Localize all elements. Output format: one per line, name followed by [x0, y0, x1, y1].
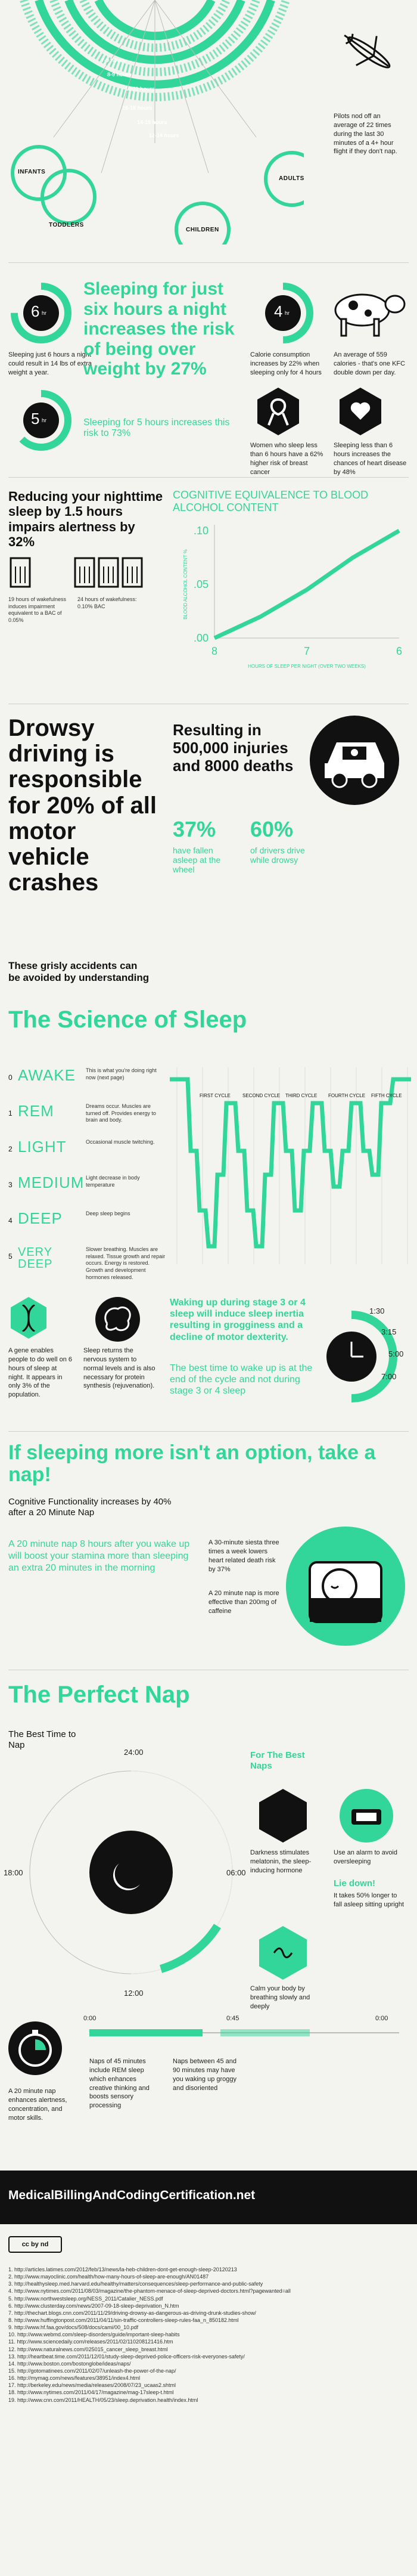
source-link[interactable]: 7. http://thechart.blogs.cnn.com/2011/11/29/driving-drowsy-as-dangerous-as-driving-drunk-studies-show/ [8, 2309, 256, 2316]
divider [8, 1431, 409, 1432]
source-link[interactable]: 13. http://heartbeat.time.com/2011/12/01/study-sleep-deprived-police-officers-risk-everyones-safety/ [8, 2353, 245, 2360]
lie-down-title: Lie down! [334, 1878, 375, 1888]
stat-drowsy-drivers-text: of drivers drive while drowsy [250, 846, 305, 865]
hour-06: 06:00 [226, 1868, 246, 1877]
calorie-green-text: An average of 559 calories - that's one KFC double down per day. [334, 351, 406, 376]
sleep-cycle-line [170, 1079, 411, 1246]
x-axis-label: HOURS OF SLEEP PER NIGHT (OVER TWO WEEKS) [248, 664, 366, 669]
beer-icons [8, 555, 151, 590]
nap-green-text: A 20 minute nap 8 hours after you wake up will boost your stamina more than sleeping an extra 20 minutes in the morning [8, 1539, 190, 1573]
source-link[interactable]: 12. http://www.naturalnews.com/025015_cancer_sleep_breast.html [8, 2346, 168, 2352]
sleep-stage-number: 4 [8, 1216, 13, 1225]
x-tick-label: 7 [303, 645, 310, 657]
cycle-label: FOURTH CYCLE [328, 1093, 366, 1098]
siesta-text: A 30-minute siesta three times a week lowers heart related death risk by 37% [208, 1539, 279, 1573]
darkness-text: Darkness stimulates melatonin, the sleep-inducing hormone [250, 1849, 312, 1874]
drowsy-result: Resulting in 500,000 injuries and 8000 deaths [173, 721, 294, 775]
source-link[interactable]: 5. http://www.northwestsleep.org/NESS_2011/Catalier_NESS.pdf [8, 2295, 163, 2302]
hour-24: 24:00 [124, 1748, 144, 1757]
y-tick-label: .05 [193, 578, 208, 590]
sleep-stage-name: REM [18, 1102, 54, 1120]
sleep-stage-description: Slower breathing. Muscles are relaxed. Tissue growth and repair occurs. Energy is restored. Growth and development hormones released. [86, 1246, 166, 1280]
cycle-label: THIRD CYCLE [285, 1093, 318, 1098]
four-hour-value: 4 [274, 302, 283, 320]
age-label-5: 8-9 hours [107, 72, 132, 78]
cycle-label: SECOND CYCLE [242, 1093, 281, 1098]
sleep-stage-name: AWAKE [18, 1066, 76, 1084]
best-time-title: The Best Time to Nap [8, 1729, 76, 1750]
calorie-text: Calorie consumption increases by 22% when sleeping only for 4 hours [250, 351, 322, 376]
stat-fallen-asleep-text: have fallen asleep at the wheel [173, 846, 221, 874]
sleep-stage-number: 2 [8, 1145, 13, 1153]
four-hour-dial [250, 280, 316, 346]
source-link[interactable]: 19. http://www.cnn.com/2011/HEALTH/05/23/sleep.deprivation.health/index.html [8, 2397, 198, 2403]
perfect-nap-title: The Perfect Nap [8, 1682, 190, 1708]
ribbon-icon [257, 388, 299, 435]
source-link[interactable]: 8. http://www.huffingtonpost.com/2011/04/11/sin-traffic-controllers-sleep-rules-faa_n_850182.html [8, 2317, 239, 2323]
sleep-stage-name: VERY DEEP [18, 1246, 53, 1271]
timeline-tick-3: 0:00 [375, 2015, 388, 2022]
car-icon [310, 716, 399, 805]
source-link[interactable]: 10. http://www.webmd.com/sleep-disorders/guide/important-sleep-habits [8, 2332, 180, 2338]
timeline-tick-2: 0:45 [226, 2015, 239, 2022]
source-link[interactable]: 11. http://www.sciencedaily.com/releases/2011/02/110208121416.htm [8, 2339, 173, 2345]
source-link[interactable]: 17. http://berkeley.edu/news/media/releases/2008/07/23_ucaas2.shtml [8, 2382, 176, 2389]
drowsy-headline: Drowsy driving is responsible for 20% of all motor vehicle crashes [8, 715, 157, 896]
heart-icon [340, 388, 381, 435]
group-adults: ADULTS [279, 175, 304, 182]
five-hour-dial [8, 388, 74, 453]
nap-timeline [77, 2012, 411, 2042]
source-link[interactable]: 3. http://healthysleep.med.harvard.edu/healthy/matters/consequences/sleep-performance-and-public-safety [8, 2281, 263, 2287]
dna-icon [11, 1297, 46, 1339]
sources-list [8, 2266, 409, 2404]
sleep-stage-name: LIGHT [18, 1138, 67, 1156]
age-label-1: 16-18 hours [122, 105, 153, 111]
age-label-3: 12-14 hours [149, 132, 179, 138]
sleep-cycle-chart [170, 1067, 411, 1276]
y-tick-label: .00 [193, 632, 208, 644]
six-hour-dial [8, 280, 74, 346]
best-time-text: The best time to wake up is at the end of the cycle and not during stage 3 or 4 sleep [170, 1363, 313, 1397]
six-hour-text: Sleeping just 6 hours a night could result in 14 lbs of extra weight a year. [8, 351, 92, 376]
six-hour-unit: hr [42, 310, 47, 316]
science-title: The Science of Sleep [8, 1007, 247, 1033]
source-link[interactable]: 15. http://gotomatinees.com/2011/02/07/unleash-the-power-of-the-nap/ [8, 2367, 176, 2374]
clock-time-3: 5:00 [388, 1349, 404, 1358]
five-hour-value: 5 [31, 410, 40, 428]
chart-title: COGNITIVE EQUIVALENCE TO BLOOD ALCOHOL CONTENT [173, 489, 369, 513]
alarm-icon [340, 1789, 393, 1843]
nap20-text: A 20 minute nap enhances alertness, concentration, and motor skills. [8, 2088, 67, 2122]
group-toddlers: TODDLERS [49, 222, 84, 228]
age-label-4: 10-11 hours [125, 86, 155, 92]
five-hour-unit: hr [42, 417, 47, 423]
caffeine-text: A 20 minute nap is more effective than 200mg of caffeine [208, 1590, 279, 1615]
dna-text: A gene enables people to do well on 6 hours of sleep at night. It appears in only 3% of the population. [8, 1347, 73, 1399]
cow-icon [326, 280, 410, 340]
source-link[interactable]: 18. http://www.nytimes.com/2011/04/17/magazine/mag-17sleep-t.html [8, 2389, 174, 2396]
y-axis-label: BLOOD ALCOHOL CONTENT % [183, 549, 188, 620]
source-link[interactable]: 16. http://mymag.com/news/features/38951/index4.html [8, 2375, 141, 2382]
y-tick-label: .10 [193, 525, 208, 537]
source-link[interactable]: 6. http://www.clusterday.com/news/2007-09-18-sleep-deprivation_N.htm [8, 2302, 179, 2309]
age-label-6: 7-9 hours [101, 57, 126, 63]
cc-license-badge[interactable]: cc by nd [8, 2236, 62, 2253]
clock-time-2: 3:15 [381, 1327, 397, 1336]
divider [8, 477, 409, 478]
inertia-text: Waking up during stage 3 or 4 sleep will induce sleep inertia resulting in grogginess and a decline of motor dexterity. [170, 1298, 306, 1342]
six-hour-value: 6 [31, 302, 40, 320]
footer-site-link[interactable]: MedicalBillingAndCodingCertification.net [8, 2188, 256, 2202]
stat-fallen-asleep: 37% [173, 817, 216, 841]
nap-headline: If sleeping more isn't an option, take a nap! [8, 1441, 376, 1487]
cancer-text: Women who sleep less than 6 hours have a 62% higher risk of breast cancer [250, 442, 323, 476]
sleep-stage-description: Occasional muscle twitching. [86, 1139, 155, 1145]
sleep-stage-name: DEEP [18, 1209, 63, 1227]
nap-window-arc [161, 1926, 217, 1969]
sleep-stage-description: Dreams occur. Muscles are turned off. Provides energy to brain and body. [86, 1103, 156, 1123]
source-link[interactable]: 14. http://www.boston.com/bostonglobe/ideas/naps/ [8, 2360, 131, 2367]
restore-text: Sleep returns the nervous system to normal levels and is also necessary for protein synthesis (rejuvenation). [83, 1347, 155, 1390]
sleep-stage-number: 0 [8, 1073, 13, 1082]
for-best-naps: For The Best Naps [250, 1750, 305, 1771]
beer2-text: 24 hours of wakefulness: 0.10% BAC [77, 596, 137, 609]
stopwatch-icon [8, 2021, 62, 2075]
x-tick-label: 6 [396, 645, 403, 657]
source-link[interactable]: 1. http://articles.latimes.com/2012/feb/13/news/la-heb-children-dont-get-enough-sleep-20120213 [8, 2267, 237, 2272]
alertness-headline: Reducing your nighttime sleep by 1.5 hours impairs alertness by 32% [8, 489, 163, 549]
nap45-text: Naps of 45 minutes include REM sleep which enhances creative thinking and boosts sensory processing [89, 2058, 150, 2110]
hour-18: 18:00 [4, 1868, 23, 1877]
sleeper-icon [286, 1527, 405, 1646]
calm-text: Calm your body by breathing slowly and deeply [250, 1985, 310, 2010]
nap4590-text: Naps between 45 and 90 minutes may have you waking up groggy and disoriented [173, 2058, 237, 2092]
weight-headline: Sleeping for just six hours a night increases the risk of being over weight by 27% [83, 279, 235, 379]
nap-sub: Cognitive Functionality increases by 40% after a 20 Minute Nap [8, 1497, 172, 1518]
five-hour-text: Sleeping for 5 hours increases this risk to 73% [83, 417, 230, 438]
sleep-stage-number: 5 [8, 1252, 13, 1261]
bac-chart [179, 519, 405, 674]
lie-down-text: It takes 50% longer to fall asleep sitting upright [334, 1892, 404, 1908]
group-infants: INFANTS [18, 169, 46, 175]
sleep-stage-description: Light decrease in body temperature [86, 1175, 140, 1188]
stat-drowsy-drivers: 60% [250, 817, 294, 841]
timeline-tick-1: 0:00 [83, 2015, 97, 2022]
hour-12: 12:00 [124, 1989, 144, 1998]
clock-time-4: 7:00 [381, 1372, 397, 1381]
pilot-text: Pilots nod off an average of 22 times during the last 30 minutes of a 4+ hour flight if they don't nap. [334, 113, 397, 156]
age-label-2: 14-15 hours [137, 119, 167, 125]
heart-text: Sleeping less than 6 hours increases the chances of heart disease by 48% [334, 442, 407, 476]
sleep-stage-description: This is what you're doing right now (next page) [86, 1067, 157, 1080]
timeline-bar-20min [89, 2029, 203, 2036]
darkness-icon [259, 1789, 307, 1843]
bac-series-line [214, 531, 399, 638]
breathing-icon [259, 1926, 307, 1980]
x-tick-label: 8 [211, 645, 218, 657]
wake-clock-graphic [322, 1300, 417, 1419]
sleep-stage-name: MEDIUM [18, 1174, 85, 1191]
cycle-label: FIRST CYCLE [200, 1093, 231, 1098]
clock-time-1: 1:30 [369, 1306, 385, 1315]
source-link[interactable]: 4. http://www.nytimes.com/2011/08/03/magazine/the-phantom-menace-of-sleep-deprived-doctors.html?pagewanted=all [8, 2288, 291, 2295]
group-children: CHILDREN [186, 227, 219, 233]
sleep-stage-number: 1 [8, 1109, 13, 1117]
source-link[interactable]: 9. http://www.hf.faa.gov/docs/508/docs/cami/00_10.pdf [8, 2324, 139, 2331]
beer1-text: 19 hours of wakefulness induces impairment equivalent to a BAC of 0.05% [8, 596, 67, 624]
sleep-stage-description: Deep sleep begins [86, 1210, 130, 1216]
avoided-text: These grisly accidents can be avoided by understanding [8, 960, 150, 984]
brain-icon [95, 1297, 140, 1342]
nap-day-clock [18, 1759, 244, 1986]
alarm-text: Use an alarm to avoid oversleeping [334, 1849, 397, 1865]
sleep-stage-number: 3 [8, 1181, 13, 1189]
timeline-bar-45min [220, 2029, 310, 2036]
cycle-label: FIFTH CYCLE [371, 1093, 402, 1098]
four-hour-unit: hr [285, 310, 290, 316]
airplane-icon [334, 18, 399, 83]
source-link[interactable]: 2. http://www.mayoclinic.com/health/how-many-hours-of-sleep-are-enough/AN01487 [8, 2274, 209, 2280]
divider [8, 262, 409, 263]
